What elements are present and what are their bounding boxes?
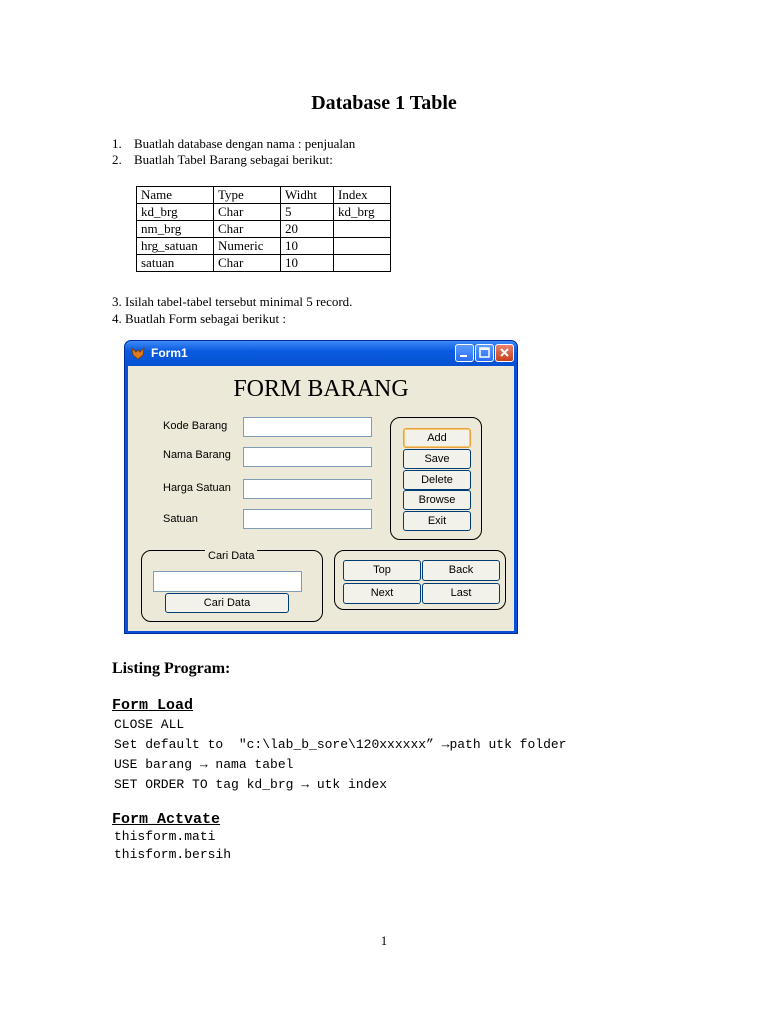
- table-cell: kd_brg: [334, 204, 391, 221]
- column-header: Widht: [281, 187, 334, 204]
- code-line: SET ORDER TO tag kd_brg → utk index: [114, 777, 388, 792]
- cari-data-group-label: Cari Data: [205, 550, 257, 562]
- step-text: Buatlah Tabel Barang sebagai berikut:: [134, 152, 333, 167]
- window-titlebar: [125, 341, 517, 366]
- table-cell: 5: [281, 204, 334, 221]
- last-button[interactable]: Last: [422, 583, 500, 604]
- step-4: 4. Buatlah Form sebagai berikut :: [112, 311, 287, 326]
- browse-button[interactable]: Browse: [403, 490, 471, 510]
- table-cell: kd_brg: [137, 204, 214, 221]
- table-cell: Char: [214, 204, 281, 221]
- table-cell: hrg_satuan: [137, 238, 214, 255]
- table-cell: 10: [281, 255, 334, 272]
- document-title: Database 1 Table: [311, 92, 457, 114]
- table-cell: Char: [214, 221, 281, 238]
- step-number: 2.: [112, 152, 122, 167]
- delete-button[interactable]: Delete: [403, 470, 471, 490]
- page-number: 1: [380, 933, 388, 948]
- column-header: Index: [334, 187, 391, 204]
- column-header: Type: [214, 187, 281, 204]
- kode-barang-input[interactable]: [243, 417, 372, 437]
- form-heading: FORM BARANG: [233, 376, 409, 402]
- fox-app-icon: [131, 346, 145, 360]
- harga-satuan-input[interactable]: [243, 479, 372, 499]
- close-button[interactable]: [495, 344, 514, 362]
- table-cell: [334, 221, 391, 238]
- table-cell: [334, 238, 391, 255]
- table-header-row: [137, 187, 391, 204]
- table-cell: Numeric: [214, 238, 281, 255]
- code-line: thisform.bersih: [114, 847, 232, 862]
- step-number: 1.: [112, 136, 122, 151]
- code-line: Set default to "c:\lab_b_sore\120xxxxxx” →path utk folder: [114, 737, 567, 752]
- field-spec-table: [136, 186, 391, 272]
- code-line: USE barang → nama tabel: [114, 757, 294, 772]
- listing-heading: Listing Program:: [112, 660, 231, 677]
- step-3: 3. Isilah tabel-tabel tersebut minimal 5 record.: [112, 294, 353, 309]
- top-button[interactable]: Top: [343, 560, 421, 581]
- minimize-button[interactable]: [455, 344, 474, 362]
- column-header: Name: [137, 187, 214, 204]
- table-row: [137, 255, 391, 272]
- step-text: Buatlah database dengan nama : penjualan: [134, 136, 356, 151]
- step-1: [112, 136, 355, 152]
- next-button[interactable]: Next: [343, 583, 421, 604]
- table-cell: nm_brg: [137, 221, 214, 238]
- nama-barang-label: Nama Barang: [163, 449, 231, 461]
- harga-satuan-label: Harga Satuan: [163, 482, 231, 494]
- cari-data-input[interactable]: [153, 571, 302, 592]
- window-title: Form1: [151, 346, 188, 360]
- step-2: [112, 152, 333, 168]
- table-row: [137, 238, 391, 255]
- form-client-area: [128, 366, 514, 631]
- table-cell: Char: [214, 255, 281, 272]
- satuan-input[interactable]: [243, 509, 372, 529]
- table-row: [137, 204, 391, 221]
- table-cell: [334, 255, 391, 272]
- kode-barang-label: Kode Barang: [163, 420, 228, 432]
- cari-data-button[interactable]: Cari Data: [165, 593, 289, 613]
- maximize-icon: [476, 345, 493, 361]
- table-cell: satuan: [137, 255, 214, 272]
- add-button[interactable]: Add: [403, 428, 471, 448]
- exit-button[interactable]: Exit: [403, 511, 471, 531]
- close-icon: [496, 345, 513, 361]
- maximize-button[interactable]: [475, 344, 494, 362]
- form-activate-heading: Form_Actvate: [112, 811, 221, 828]
- code-line: CLOSE ALL: [114, 717, 185, 732]
- table-row: [137, 221, 391, 238]
- minimize-icon: [456, 345, 473, 361]
- table-cell: 10: [281, 238, 334, 255]
- nama-barang-input[interactable]: [243, 447, 372, 467]
- back-button[interactable]: Back: [422, 560, 500, 581]
- save-button[interactable]: Save: [403, 449, 471, 469]
- table-cell: 20: [281, 221, 334, 238]
- code-line: thisform.mati: [114, 829, 216, 844]
- satuan-label: Satuan: [163, 513, 198, 525]
- form-load-heading: Form Load: [112, 697, 194, 714]
- form-window: [124, 340, 518, 634]
